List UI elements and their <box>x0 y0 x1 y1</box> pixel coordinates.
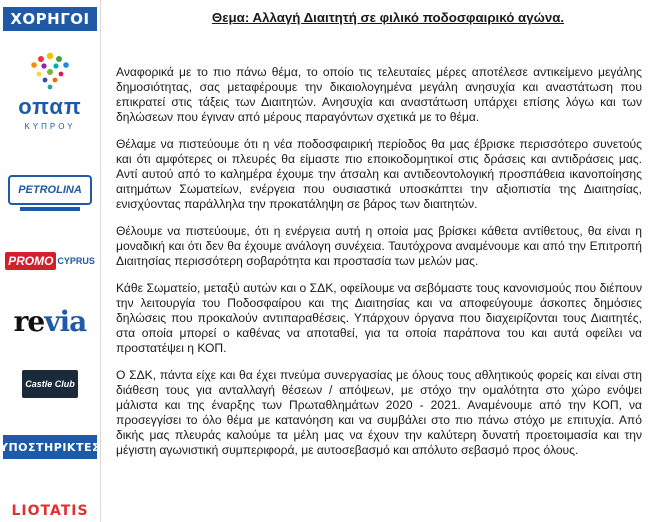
opap-name: οπαπ <box>18 94 82 119</box>
petrolina-logo <box>0 175 100 211</box>
paragraph-5: Ο ΣΔΚ, πάντα είχε και θα έχει πνεύμα συνεργασίας με όλους τους αθλητικούς φορείς και είναι στη διάθεση τους για ανταλλαγή θέσεων / απόψεων, με στόχο την ομαλότητα στο χώρο ενόψει μάλιστα και της έναρξης των Πρωταθλημάτων 2020 - 2021. Αναμένουμε από την ΚΟΠ, να προσεγγίσει το όλο θέμα με κατανόηση και να συμβάλει στο πιο πάνω στόχο με επιτυχία. Από δικής μας πλευράς καλούμε τα μέλη μας να έχουν την καλύτερη δυνατή προετοιμασία και την μέγιστη αγωνιστική συμπεριφορά, με αυτοσεβασμό και απόλυτο σεβασμό προς όλους. <box>116 368 642 457</box>
letter-body <box>116 10 642 470</box>
liotatis-logo <box>0 503 100 519</box>
letter-title: Θεμα: Αλλαγή Διαιτητή σε φιλικό ποδοσφαιρικό αγώνα. <box>211 10 565 25</box>
castle-club-logo <box>0 370 100 398</box>
paragraph-2: Θέλαμε να πιστεύουμε ότι η νέα ποδοσφαιρική περίοδος θα μας έβρισκε περισσότερο συνετούς και ότι αμφότερες οι πλευρές θα είμαστε πιο εποικοδομητικοί στις δράσεις και αντιδράσεις μας. Αντί αυτού από το καλημέρα έχουμε την άτσαλη και αντιδεοντολογική προσπάθεια ικανοποίησης αιτημάτων Σωματείων, ενέργεια που ουσιαστικά υποσκάπτει την αξιοπιστία της Διαιτησίας, ενισχύοντας παράλληλα την προκατάληψη σε βάρος των διαιτητών. <box>116 137 642 211</box>
revia-part-b: via <box>44 305 87 338</box>
opap-sub: ΚΥΠΡΟΥ <box>24 122 76 131</box>
paragraph-4: Κάθε Σωματείο, μεταξύ αυτών και ο ΣΔΚ, οφείλουμε να σεβόμαστε τους κανονισμούς που διέπουν την λειτουργία του Ποδοσφαίρου και της Διαιτησίας και να αποφεύγουμε άσκοπες δημόσιες δηλώσεις που προκαλούν αντιπαραθέσεις. Υπάρχουν όργανα που διαχειρίζονται τους Διαιτητές, στα οποία μπορεί ο καθένας να αποταθεί, για τα οποία παράπονα του και αυτά οφείλει να προστατέψει η ΚΟΠ. <box>116 281 642 355</box>
cyprus-word: CYPRUS <box>57 256 95 266</box>
opap-logo <box>0 50 100 131</box>
castle-club-name: Castle Club <box>22 370 78 398</box>
petrolina-name: PETROLINA <box>8 175 92 205</box>
revia-part-a: re <box>13 305 45 338</box>
promo-cyprus-logo <box>0 252 100 270</box>
liotatis-name: LIOTATIS <box>11 503 89 519</box>
sponsors-sidebar <box>0 0 101 522</box>
revia-logo <box>0 305 100 338</box>
opap-star-icon <box>15 50 85 92</box>
supporters-header: ΥΠΟΣΤΗΡΙΚΤΕΣ <box>3 435 97 459</box>
promo-word: PROMO <box>5 252 56 270</box>
paragraph-1: Αναφορικά με το πιο πάνω θέμα, το οποίο τις τελευταίες μέρες αποτέλεσε αντικείμενο μεγάλης δημοσιότητας, σας μεταφέρουμε την δικαιολογημένα μεγάλη ανησυχία και αναστάτωση που επικρατεί στις τάξεις των Διαιτητών. Ανησυχία και αναστάτωση υπάρχει επίσης λόγω και των δηλώσεων που έγιναν από μέρους παραγόντων σχετικά με το θέμα. <box>116 65 642 124</box>
sponsors-header: ΧΟΡΗΓΟΙ <box>3 7 97 31</box>
petrolina-stripe <box>20 207 80 211</box>
paragraph-3: Θέλουμε να πιστεύουμε, ότι η ενέργεια αυτή η οποία μας βρίσκει κάθετα αντίθετους, θα είναι η μοναδική και ότι δεν θα έχουμε ανάλογη συνέχεια. Ταυτόχρονα αναμένουμε και από την Επιτροπή Διαιτησίας περισσότερη σοβαρότητα και προστασία των μελών μας. <box>116 224 642 268</box>
